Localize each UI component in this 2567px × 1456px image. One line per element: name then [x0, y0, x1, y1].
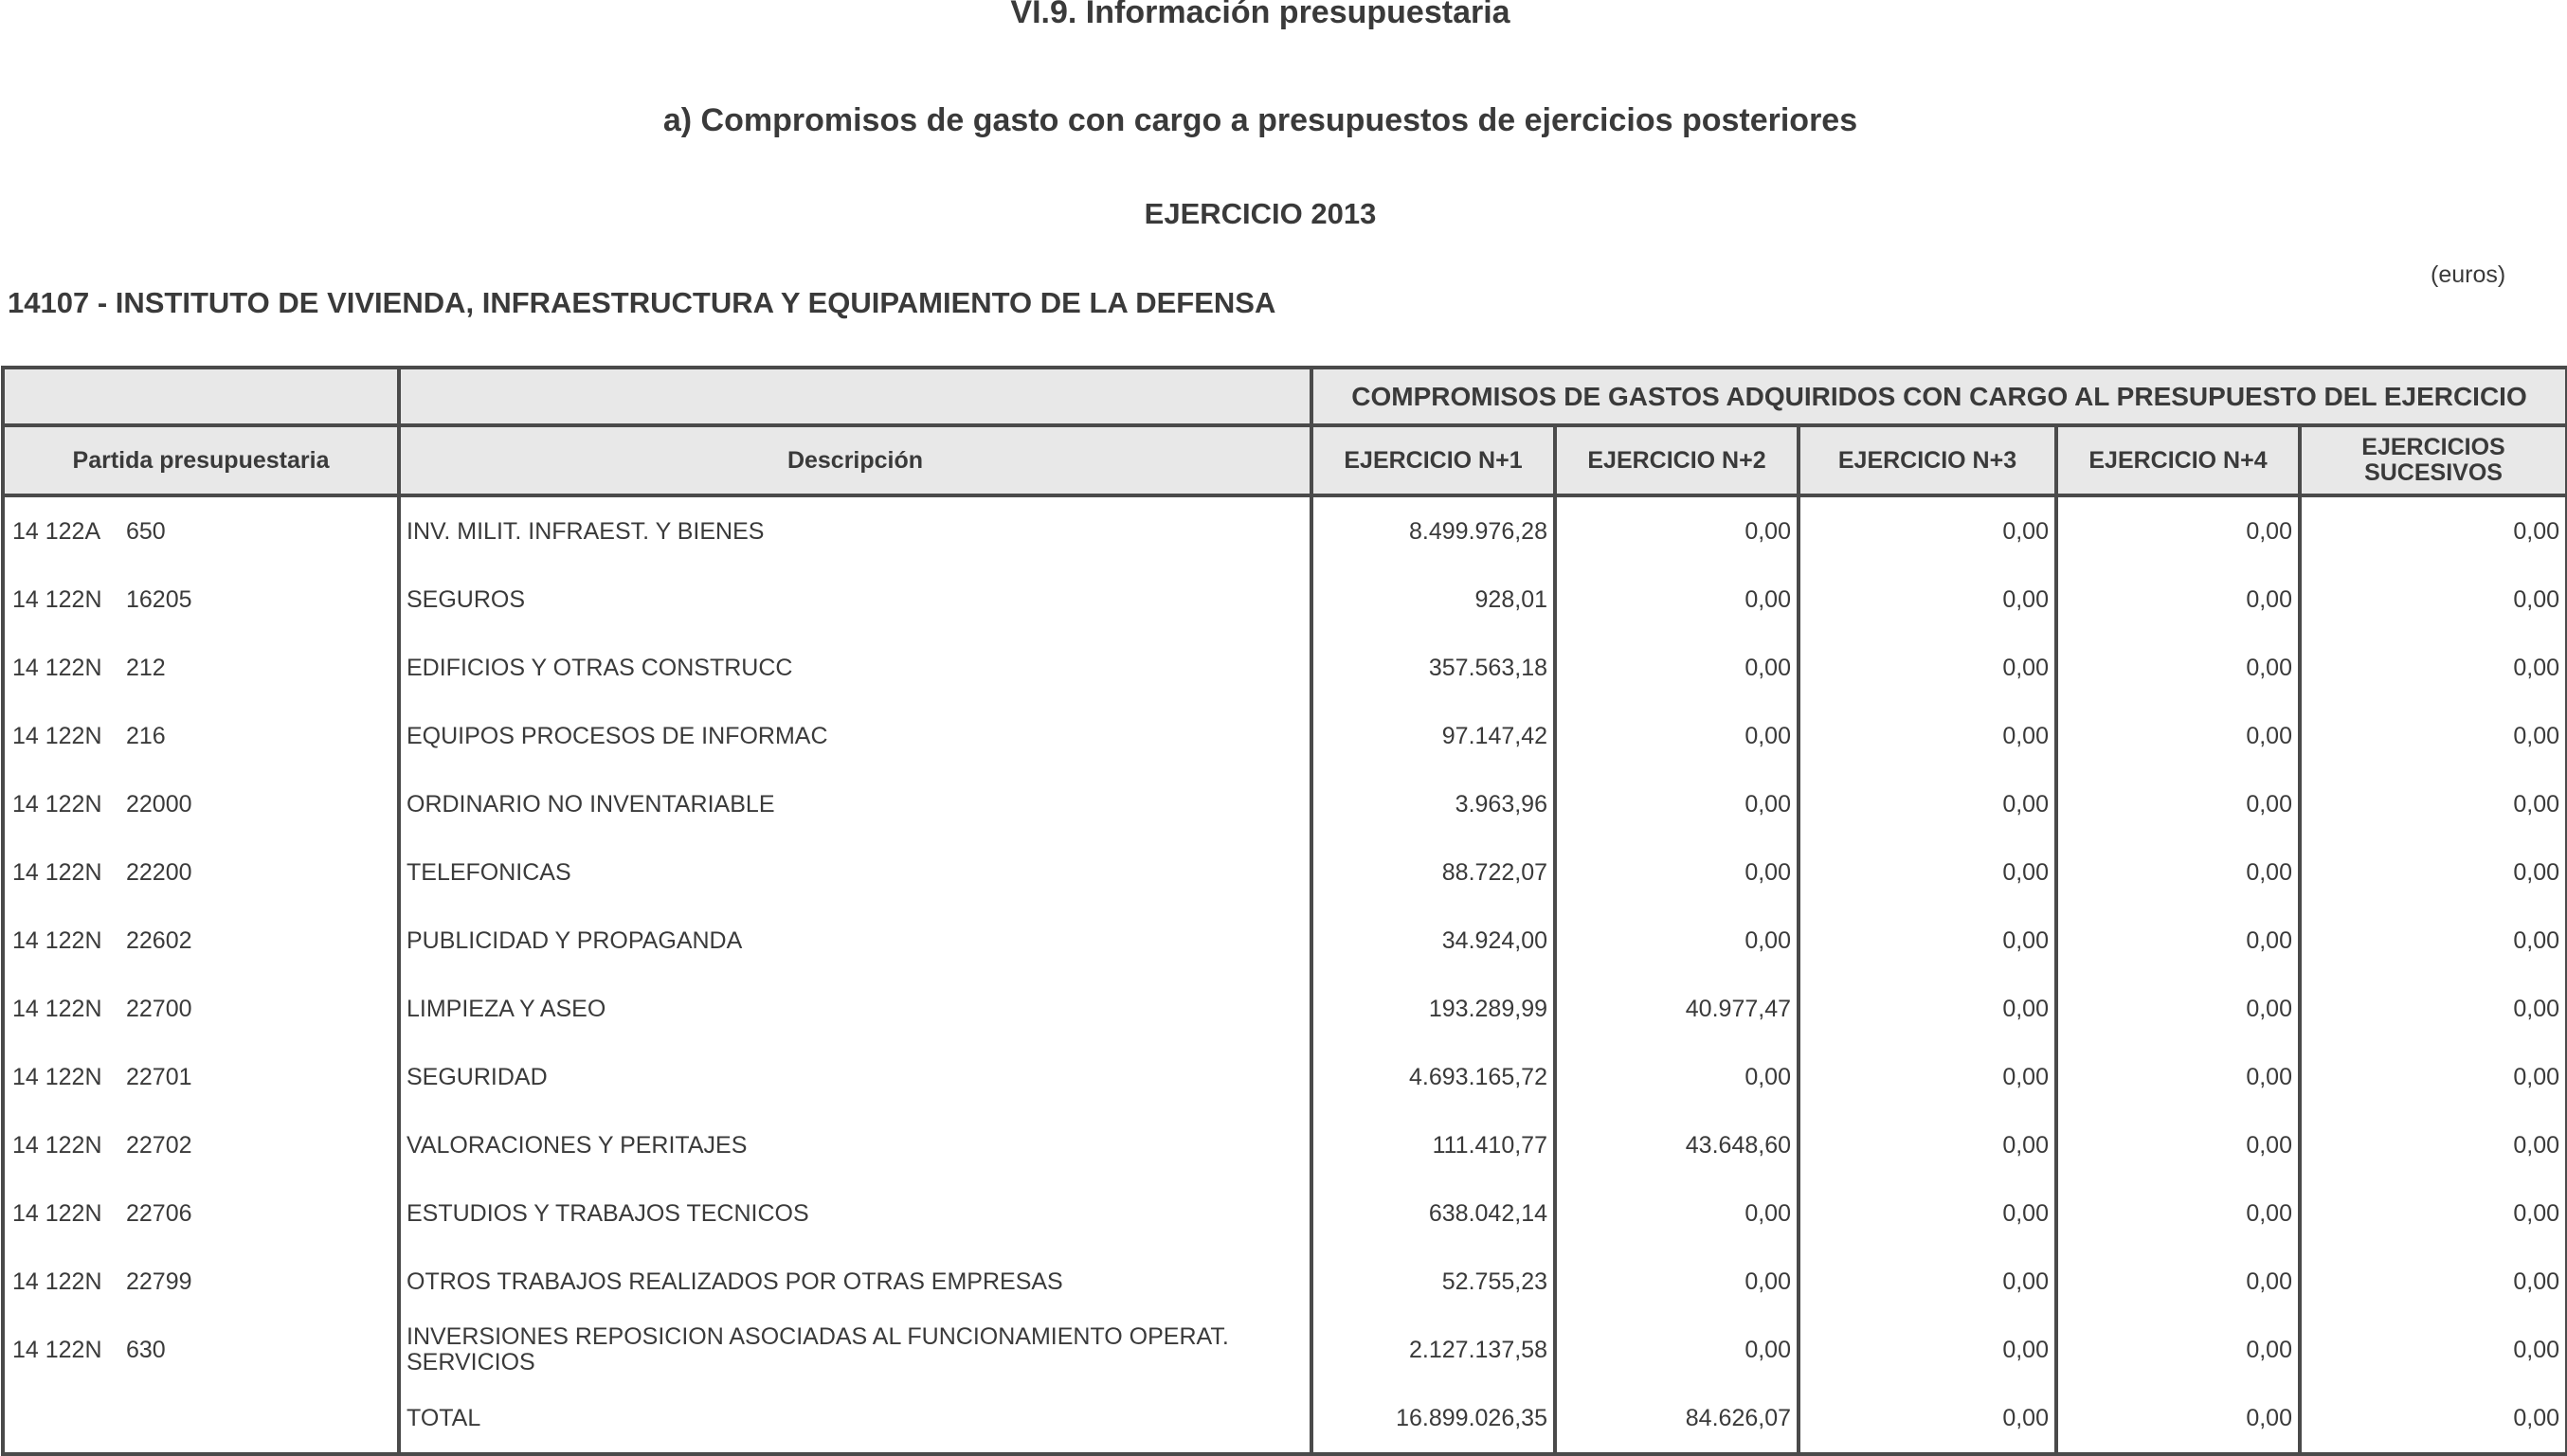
programa-code: 14 122N [12, 926, 102, 954]
programa-code: 14 122A [12, 517, 101, 545]
amount-sucesivos-cell: 0,00 [2300, 1179, 2567, 1248]
table-row [3, 1316, 2567, 1384]
description-cell: PUBLICIDAD Y PROPAGANDA [399, 907, 1311, 975]
programa-code: 14 122N [12, 995, 102, 1022]
amount-n3-cell: 0,00 [1799, 1384, 2056, 1454]
amount-n2-cell: 0,00 [1555, 907, 1799, 975]
programa-code: 14 122N [12, 585, 102, 613]
amount-n2-cell: 0,00 [1555, 1316, 1799, 1384]
amount-n4-cell: 0,00 [2056, 770, 2300, 838]
partida-cell [3, 1384, 399, 1454]
col-header-n2: EJERCICIO N+2 [1555, 425, 1799, 495]
budget-commitments-table [1, 366, 2567, 1456]
programa-code: 14 122N [12, 1336, 102, 1363]
economic-code: 22701 [126, 1063, 192, 1090]
programa-code: 14 122N [12, 1131, 102, 1159]
programa-code: 14 122N [12, 1063, 102, 1090]
page-title: VI.9. Información presupuestaria [1010, 0, 1510, 30]
amount-n3-cell: 0,00 [1799, 702, 2056, 770]
table-row [3, 1111, 2567, 1179]
amount-n1-cell: 2.127.137,58 [1311, 1316, 1555, 1384]
fiscal-year: EJERCICIO 2013 [1144, 197, 1377, 230]
amount-sucesivos-cell: 0,00 [2300, 770, 2567, 838]
amount-sucesivos-cell: 0,00 [2300, 634, 2567, 702]
description-cell: EDIFICIOS Y OTRAS CONSTRUCC [399, 634, 1311, 702]
amount-n3-cell: 0,00 [1799, 975, 2056, 1043]
amount-sucesivos-cell: 0,00 [2300, 1248, 2567, 1316]
table-row [3, 975, 2567, 1043]
description-cell: TELEFONICAS [399, 838, 1311, 907]
amount-n1-cell: 34.924,00 [1311, 907, 1555, 975]
partida-cell [3, 838, 399, 907]
col-header-partida: Partida presupuestaria [3, 425, 399, 495]
description-cell: EQUIPOS PROCESOS DE INFORMAC [399, 702, 1311, 770]
amount-n4-cell: 0,00 [2056, 1179, 2300, 1248]
amount-n1-cell: 3.963,96 [1311, 770, 1555, 838]
description-cell: INVERSIONES REPOSICION ASOCIADAS AL FUNCIONAMIENTO OPERAT. SERVICIOS [399, 1316, 1311, 1384]
table-row [3, 1043, 2567, 1111]
col-header-n4: EJERCICIO N+4 [2056, 425, 2300, 495]
amount-n1-cell: 928,01 [1311, 566, 1555, 634]
description-cell: SEGURIDAD [399, 1043, 1311, 1111]
description-cell: INV. MILIT. INFRAEST. Y BIENES [399, 495, 1311, 566]
partida-cell [3, 1043, 399, 1111]
amount-n4-cell: 0,00 [2056, 1384, 2300, 1454]
amount-n4-cell: 0,00 [2056, 907, 2300, 975]
partida-cell [3, 1316, 399, 1384]
amount-n1-cell: 638.042,14 [1311, 1179, 1555, 1248]
partida-cell [3, 495, 399, 566]
amount-n3-cell: 0,00 [1799, 495, 2056, 566]
amount-sucesivos-cell: 0,00 [2300, 1043, 2567, 1111]
economic-code: 212 [126, 654, 166, 681]
page-subtitle: a) Compromisos de gasto con cargo a presupuestos de ejercicios posteriores [662, 102, 1858, 138]
table-row [3, 495, 2567, 566]
amount-n3-cell: 0,00 [1799, 566, 2056, 634]
partida-cell [3, 702, 399, 770]
amount-sucesivos-cell: 0,00 [2300, 975, 2567, 1043]
amount-n2-cell: 0,00 [1555, 770, 1799, 838]
table-row [3, 907, 2567, 975]
programa-code: 14 122N [12, 654, 102, 681]
amount-n4-cell: 0,00 [2056, 495, 2300, 566]
table-row [3, 838, 2567, 907]
amount-n1-cell: 4.693.165,72 [1311, 1043, 1555, 1111]
amount-n2-cell: 0,00 [1555, 1179, 1799, 1248]
description-cell: TOTAL [399, 1384, 1311, 1454]
partida-cell [3, 1111, 399, 1179]
amount-n2-cell: 0,00 [1555, 1248, 1799, 1316]
economic-code: 22200 [126, 858, 192, 886]
economic-code: 16205 [126, 585, 192, 613]
description-cell: OTROS TRABAJOS REALIZADOS POR OTRAS EMPRESAS [399, 1248, 1311, 1316]
table-row [3, 1248, 2567, 1316]
amount-n4-cell: 0,00 [2056, 566, 2300, 634]
description-cell: SEGUROS [399, 566, 1311, 634]
amount-n3-cell: 0,00 [1799, 770, 2056, 838]
amount-n3-cell: 0,00 [1799, 1043, 2056, 1111]
col-header-sucesivos-line1: EJERCICIOS [2361, 434, 2505, 460]
amount-n2-cell: 84.626,07 [1555, 1384, 1799, 1454]
group-header: COMPROMISOS DE GASTOS ADQUIRIDOS CON CARGO AL PRESUPUESTO DEL EJERCICIO [1311, 368, 2567, 425]
amount-n1-cell: 16.899.026,35 [1311, 1384, 1555, 1454]
amount-n2-cell: 0,00 [1555, 566, 1799, 634]
table-row [3, 1384, 2567, 1454]
col-header-sucesivos [2300, 425, 2567, 495]
table-row [3, 770, 2567, 838]
amount-n4-cell: 0,00 [2056, 1316, 2300, 1384]
partida-cell [3, 975, 399, 1043]
programa-code: 14 122N [12, 858, 102, 886]
amount-n1-cell: 193.289,99 [1311, 975, 1555, 1043]
col-header-descripcion: Descripción [399, 425, 1311, 495]
description-cell: VALORACIONES Y PERITAJES [399, 1111, 1311, 1179]
programa-code: 14 122N [12, 722, 102, 749]
programa-code: 14 122N [12, 1267, 102, 1295]
amount-n1-cell: 88.722,07 [1311, 838, 1555, 907]
economic-code: 22602 [126, 926, 192, 954]
economic-code: 22799 [126, 1267, 192, 1295]
amount-sucesivos-cell: 0,00 [2300, 838, 2567, 907]
amount-n2-cell: 0,00 [1555, 702, 1799, 770]
amount-sucesivos-cell: 0,00 [2300, 495, 2567, 566]
economic-code: 22706 [126, 1199, 192, 1227]
table-row [3, 566, 2567, 634]
amount-n3-cell: 0,00 [1799, 1179, 2056, 1248]
amount-n1-cell: 8.499.976,28 [1311, 495, 1555, 566]
amount-n3-cell: 0,00 [1799, 907, 2056, 975]
amount-sucesivos-cell: 0,00 [2300, 702, 2567, 770]
description-cell: ESTUDIOS Y TRABAJOS TECNICOS [399, 1179, 1311, 1248]
amount-n3-cell: 0,00 [1799, 1111, 2056, 1179]
partida-cell [3, 1179, 399, 1248]
amount-n4-cell: 0,00 [2056, 1043, 2300, 1111]
amount-sucesivos-cell: 0,00 [2300, 566, 2567, 634]
table-row [3, 702, 2567, 770]
partida-cell [3, 907, 399, 975]
economic-code: 22700 [126, 995, 192, 1022]
amount-n4-cell: 0,00 [2056, 1111, 2300, 1179]
amount-n3-cell: 0,00 [1799, 1316, 2056, 1384]
partida-cell [3, 770, 399, 838]
economic-code: 630 [126, 1336, 166, 1363]
header-blank-cell [3, 368, 399, 425]
amount-n2-cell: 40.977,47 [1555, 975, 1799, 1043]
amount-n2-cell: 0,00 [1555, 838, 1799, 907]
amount-n3-cell: 0,00 [1799, 1248, 2056, 1316]
amount-n3-cell: 0,00 [1799, 634, 2056, 702]
amount-n2-cell: 0,00 [1555, 495, 1799, 566]
economic-code: 650 [126, 517, 166, 545]
amount-sucesivos-cell: 0,00 [2300, 907, 2567, 975]
amount-sucesivos-cell: 0,00 [2300, 1316, 2567, 1384]
amount-n4-cell: 0,00 [2056, 975, 2300, 1043]
amount-n3-cell: 0,00 [1799, 838, 2056, 907]
amount-n1-cell: 52.755,23 [1311, 1248, 1555, 1316]
table-row [3, 1179, 2567, 1248]
description-cell: ORDINARIO NO INVENTARIABLE [399, 770, 1311, 838]
amount-n4-cell: 0,00 [2056, 838, 2300, 907]
economic-code: 22000 [126, 790, 192, 818]
economic-code: 216 [126, 722, 166, 749]
units-label: (euros) [2431, 261, 2506, 288]
programa-code: 14 122N [12, 790, 102, 818]
amount-n1-cell: 97.147,42 [1311, 702, 1555, 770]
table-row [3, 634, 2567, 702]
programa-code: 14 122N [12, 1199, 102, 1227]
amount-sucesivos-cell: 0,00 [2300, 1111, 2567, 1179]
amount-n1-cell: 357.563,18 [1311, 634, 1555, 702]
col-header-n3: EJERCICIO N+3 [1799, 425, 2056, 495]
partida-cell [3, 566, 399, 634]
partida-cell [3, 1248, 399, 1316]
entity-heading: 14107 - INSTITUTO DE VIVIENDA, INFRAESTRUCTURA Y EQUIPAMIENTO DE LA DEFENSA [8, 286, 1276, 319]
amount-n1-cell: 111.410,77 [1311, 1111, 1555, 1179]
amount-n2-cell: 43.648,60 [1555, 1111, 1799, 1179]
amount-sucesivos-cell: 0,00 [2300, 1384, 2567, 1454]
amount-n2-cell: 0,00 [1555, 634, 1799, 702]
amount-n4-cell: 0,00 [2056, 634, 2300, 702]
partida-cell [3, 634, 399, 702]
col-header-sucesivos-line2: SUCESIVOS [2364, 459, 2503, 486]
header-blank-cell [399, 368, 1311, 425]
economic-code: 22702 [126, 1131, 192, 1159]
amount-n4-cell: 0,00 [2056, 702, 2300, 770]
amount-n4-cell: 0,00 [2056, 1248, 2300, 1316]
description-cell: LIMPIEZA Y ASEO [399, 975, 1311, 1043]
amount-n2-cell: 0,00 [1555, 1043, 1799, 1111]
col-header-n1: EJERCICIO N+1 [1311, 425, 1555, 495]
